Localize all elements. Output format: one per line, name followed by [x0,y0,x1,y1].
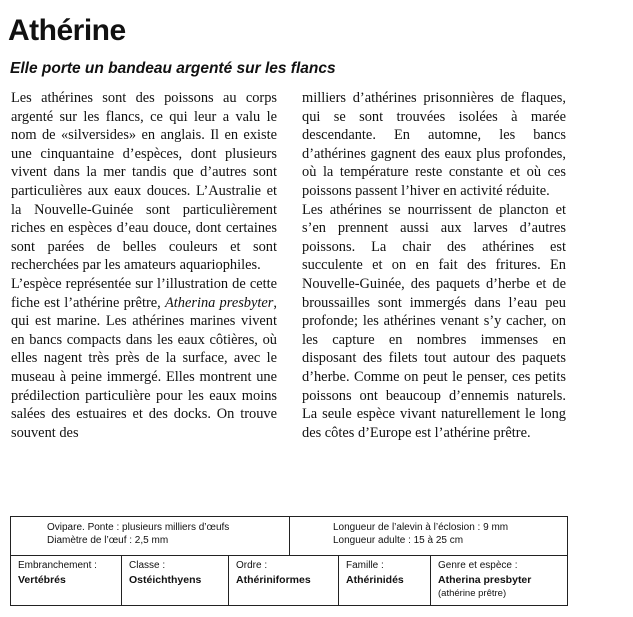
ponte-text: Ovipare. Ponte : plusieurs milliers d’œufs [47,522,230,533]
species-name: Atherina presbyter [164,294,274,311]
text-column-left [11,89,277,442]
ordre-label: Ordre : [236,560,268,571]
genre-label: Genre et espèce : [438,560,518,571]
oeuf-text: Diamètre de l’œuf : 2,5 mm [47,535,169,546]
genre-common-name: (athérine prêtre) [438,588,507,599]
ordre-cell [228,555,338,606]
paragraph-2 [11,275,277,442]
info-box-top [11,517,567,556]
paragraph-1: Les athérines sont des poissons au corps argenté sur les flancs, ce qui leur a valu le nom de «silversides» en anglais. Il en existe une cinquantaine d’espèces, dont plusieurs vivent dans la mer tandis que d’autres sont particulières aux eaux douces. L’Australie et la Nouvelle-Guinée sont particulièrement riches en espèces d’eau douce, dont certaines sont parées de belles couleurs et sont recherchées par les amateurs aquariophiles. [11,90,277,274]
embranchement-label: Embranchement : [18,560,97,571]
paragraph-3: milliers d’athérines prisonnières de flaques, qui se sont trouvées isolées à marée descendante. En automne, les bancs d’athérines gagnent des eaux plus profondes, où la température reste constante et où ces poissons passent l’hiver en activité réduite. [302,90,566,199]
text-column-right [302,89,566,442]
paragraph-2-start: L’espèce représentée sur l’illustration de cette fiche est l’athérine prêtre, [11,275,277,311]
embranchement-cell [11,555,121,606]
reproduction-info [47,521,229,547]
adulte-text: Longueur adulte : 15 à 25 cm [333,535,464,546]
famille-value: Athérinidés [346,574,404,586]
embranchement-value: Vertébrés [18,574,66,586]
paragraph-2-end: , qui est marine. Les athérines marines vivent en bancs compacts dans les eaux côtières, où elles nagent très près de la surface, avec le museau à peine immergé. Elles montrent une prédilection particulière pour les eaux moins salées des estuaires et des docks. On trouve souvent des [11,294,277,441]
page-subtitle: Elle porte un bandeau argenté sur les flancs [10,60,336,77]
ordre-value: Athériniformes [236,574,311,586]
famille-label: Famille : [346,560,384,571]
classe-cell [121,555,228,606]
page-title: Athérine [8,14,126,47]
info-box [10,516,568,606]
info-divider [289,517,290,555]
classe-label: Classe : [129,560,166,571]
genre-cell [430,555,568,606]
paragraph-4: Les athérines se nourrissent de plancton et s’en prennent aussi aux larves d’autres poissons. La chair des athérines est succulente et on en fait des fritures. En Nouvelle-Guinée, des paquets d’herbe et de broussailles sont immergés dans l’eau peu profonde; les athérines venant s’y cacher, on les capture en nombres immenses en disposant des filets tout autour des paquets d’herbe. Comme on peut le penser, ces petits poissons ont beaucoup d’ennemis naturels. La seule espèce vivant naturellement le long des côtes d’Europe est l’athérine prêtre. [302,201,566,441]
alevin-text: Longueur de l’alevin à l’éclosion : 9 mm [333,522,509,533]
size-info [333,521,508,547]
classe-value: Ostéichthyens [129,574,202,586]
genre-value: Atherina presbyter [438,574,532,586]
famille-cell [338,555,430,606]
